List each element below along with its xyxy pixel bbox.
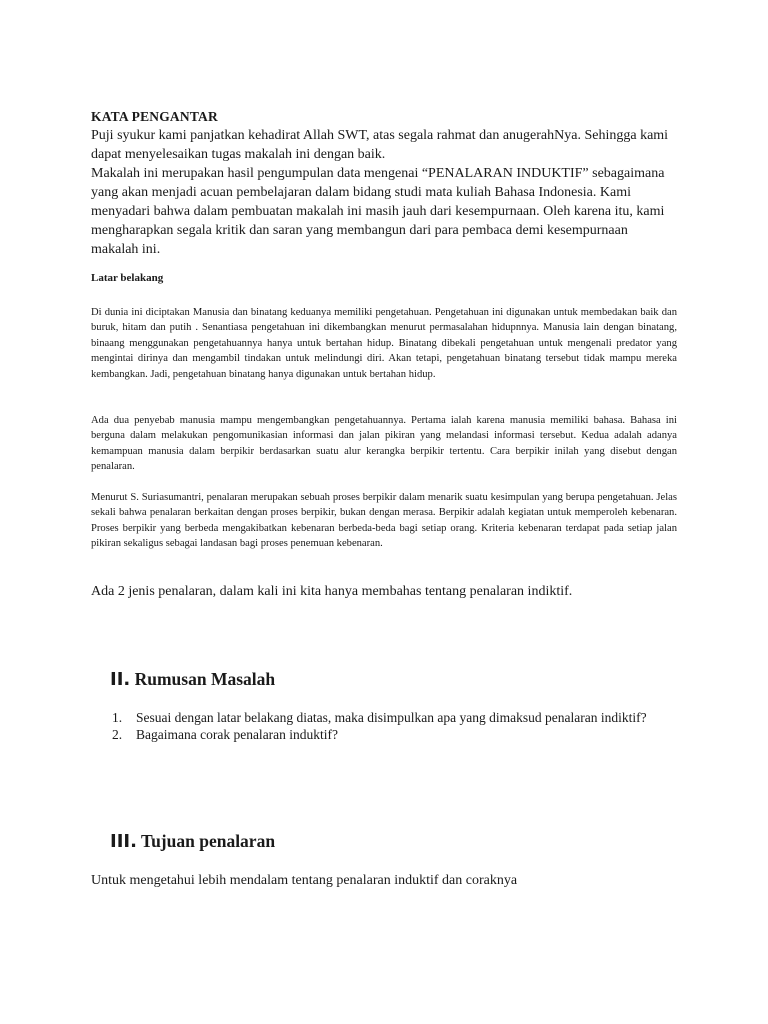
list-item-number: 2. xyxy=(112,727,123,742)
section-tujuan-penalaran xyxy=(110,831,275,852)
intro-block xyxy=(91,126,677,259)
page-heading: KATA PENGANTAR xyxy=(91,109,218,124)
intro-paragraph-2: Makalah ini merupakan hasil pengumpulan data mengenai “PENALARAN INDUKTIF” sebagaimana yang akan menjadi acuan pembelajaran dalam bidang studi mata kuliah Bahasa Indonesia. Kami menyadari bahwa dalam pembuatan makalah ini masih jauh dari kesempurnaan. Oleh karena itu, kami mengharapkan segala kritik dan saran yang membangun dari para pembaca demi kesempurnaan makalah ini. xyxy=(91,166,665,257)
list-item-text: Bagaimana corak penalaran induktif? xyxy=(136,727,339,742)
problem-list xyxy=(112,709,677,743)
section-title: Rumusan Masalah xyxy=(134,669,276,689)
section-rumusan-masalah xyxy=(110,669,275,690)
intro-paragraph-1: Puji syukur kami panjatkan kehadirat Allah SWT, atas segala rahmat dan anugerahNya. Sehingga kami dapat menyelesaikan tugas makalah ini dengan baik. xyxy=(91,128,669,162)
background-paragraph-2: Ada dua penyebab manusia mampu mengembangkan pengetahuannya. Pertama ialah karena manusia memiliki bahasa. Bahasa ini berguna dalam melakukan pengomunikasian informasi dan jalan pikiran yang melandasi informasi tersebut. Kedua adalah adanya kemampuan manusia dalam berpikir berdasarkan suatu alur kerangka berpikir tertentu. Cara berpikir inilah yang disebut dengan penalaran. xyxy=(91,415,677,473)
summary-line: Ada 2 jenis penalaran, dalam kali ini kita hanya membahas tentang penalaran indiktif. xyxy=(91,584,573,599)
section-number: II. xyxy=(110,669,131,690)
list-item xyxy=(112,726,677,743)
list-item-number: 1. xyxy=(112,710,123,725)
list-item-text: Sesuai dengan latar belakang diatas, maka disimpulkan apa yang dimaksud penalaran indiktif? xyxy=(136,710,647,725)
background-paragraph-1: Di dunia ini diciptakan Manusia dan binatang keduanya memiliki pengetahuan. Pengetahuan ini digunakan untuk membedakan baik dan buruk, hitam dan putih . Senantiasa pengetahuan ini dikembangkan menurut permasalahan hidupnnya. Manusia lain dengan binatang, binaang menggunakan pengetahuannya hanya untuk bertahan hidup. Binatang dibekali pengetahuan untuk mengenali predator yang mengintai dirinya dan mengambil tindakan untuk melindungi diri. Akan tetapi, pengetahuan binatang tersebut tidak mampu mereka kembangkan. Jadi, pengetahuan binatang hanya digunakan untuk bertahan hidup. xyxy=(91,307,677,380)
subheading-latar-belakang: Latar belakang xyxy=(91,272,164,284)
section-title: Tujuan penalaran xyxy=(141,831,276,851)
section-number: III. xyxy=(110,831,137,852)
list-item xyxy=(112,709,677,726)
goal-text: Untuk mengetahui lebih mendalam tentang penalaran induktif dan coraknya xyxy=(91,873,518,888)
background-paragraph-3: Menurut S. Suriasumantri, penalaran merupakan sebuah proses berpikir dalam menarik suatu kesimpulan yang berupa pengetahuan. Jelas sekali bahwa penalaran berkaitan dengan proses berpikir, bukan dengan merasa. Berpikir adalah kegiatan untuk memperoleh kebenaran. Proses berpikir yang berbeda mengakibatkan kebenaran berbeda-beda bagi setiap orang. Kriteria kebenaran terdapat pada setiap jalan pikiran sekaligus sebagai landasan bagi proses penemuan kebenaran. xyxy=(91,492,677,550)
